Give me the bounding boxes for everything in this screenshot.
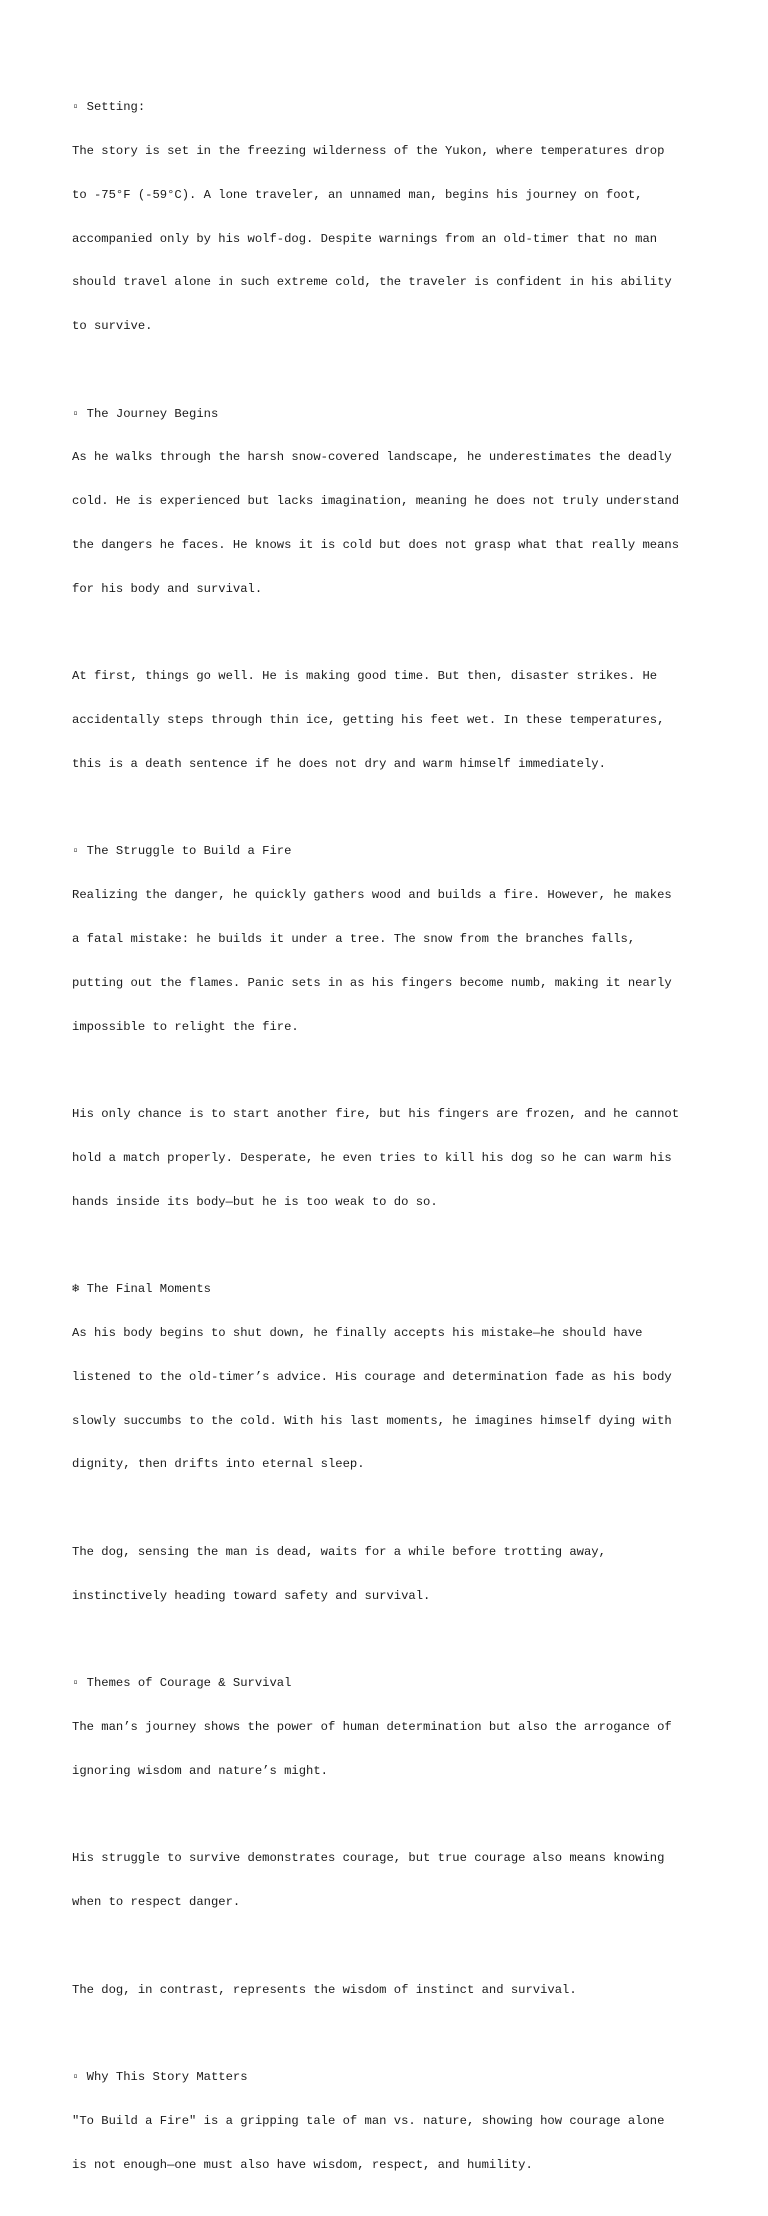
text-line: As he walks through the harsh snow-covered landscape, he underestimates the deadly (72, 450, 672, 465)
text-line: At first, things go well. He is making good time. But then, disaster strikes. He (72, 669, 658, 684)
paragraph (72, 1078, 712, 1239)
text-line: accidentally steps through thin ice, getting his feet wet. In these temperatures, (72, 713, 665, 728)
section-setting (72, 71, 712, 363)
text-line: the dangers he faces. He knows it is cold but does not grasp what that really means (72, 538, 680, 552)
text-line: The dog, sensing the man is dead, waits for a while before trotting away, (72, 1544, 606, 1559)
text-line: ignoring wisdom and nature’s might. (72, 1763, 328, 1778)
text-line: to survive. (72, 319, 153, 334)
section-heading: ▫ Why This Story Matters (72, 2070, 248, 2085)
section-heading: ▫ Themes of Courage & Survival (72, 1676, 292, 1691)
section-heading: ▫ The Journey Begins (72, 406, 219, 421)
text-line: impossible to relight the fire. (72, 1019, 299, 1034)
section-struggle-fire (72, 815, 712, 1063)
text-line: His struggle to survive demonstrates courage, but true courage also means knowing (72, 1851, 665, 1866)
text-line: accompanied only by his wolf-dog. Despite warnings from an old-timer that no man (72, 231, 658, 246)
paragraph (72, 640, 712, 801)
text-line: The story is set in the freezing wilderness of the Yukon, where temperatures drop (72, 143, 665, 158)
text-line: hands inside its body—but he is too weak to do so. (72, 1194, 438, 1209)
text-line: putting out the flames. Panic sets in as his fingers become numb, making it nearly (72, 975, 672, 990)
text-line: should travel alone in such extreme cold, the traveler is confident in his ability (72, 275, 672, 290)
text-line: instinctively heading toward safety and survival. (72, 1588, 431, 1603)
text-line: this is a death sentence if he does not dry and warm himself immediately. (72, 756, 606, 771)
text-line: hold a match properly. Desperate, he even tries to kill his dog so he can warm his (72, 1150, 672, 1165)
section-themes (72, 1647, 712, 1808)
text-line: "To Build a Fire" is a gripping tale of man vs. nature, showing how courage alone (72, 2114, 665, 2129)
text-line: His only chance is to start another fire, but his fingers are frozen, and he cannot (72, 1107, 680, 1122)
section-why-matters (72, 2041, 712, 2202)
section-heading: ▫ The Struggle to Build a Fire (72, 844, 292, 859)
text-line: As his body begins to shut down, he finally accepts his mistake—he should have (72, 1326, 643, 1341)
document-page (72, 71, 712, 2216)
text-line: The man’s journey shows the power of human determination but also the arrogance of (72, 1720, 672, 1735)
section-final-moments (72, 1253, 712, 1501)
paragraph (72, 1822, 712, 1939)
text-line: when to respect danger. (72, 1895, 241, 1910)
paragraph (72, 1516, 712, 1633)
text-line: a fatal mistake: he builds it under a tree. The snow from the branches falls, (72, 932, 636, 947)
text-line: to -75°F (-59°C). A lone traveler, an unnamed man, begins his journey on foot, (72, 187, 643, 202)
text-line: is not enough—one must also have wisdom, respect, and humility. (72, 2157, 533, 2172)
paragraph (72, 1954, 712, 2027)
text-line: for his body and survival. (72, 581, 263, 596)
text-line: dignity, then drifts into eternal sleep. (72, 1457, 365, 1472)
text-line: slowly succumbs to the cold. With his last moments, he imagines himself dying with (72, 1413, 672, 1428)
section-heading: ❄ The Final Moments (72, 1282, 211, 1297)
section-heading: ▫ Setting: (72, 100, 146, 115)
text-line: listened to the old-timer’s advice. His courage and determination fade as his body (72, 1369, 672, 1384)
text-line: The dog, in contrast, represents the wisdom of instinct and survival. (72, 1982, 577, 1997)
section-journey-begins (72, 377, 712, 625)
text-line: cold. He is experienced but lacks imagination, meaning he does not truly understand (72, 494, 680, 509)
text-line: Realizing the danger, he quickly gathers wood and builds a fire. However, he makes (72, 888, 672, 903)
